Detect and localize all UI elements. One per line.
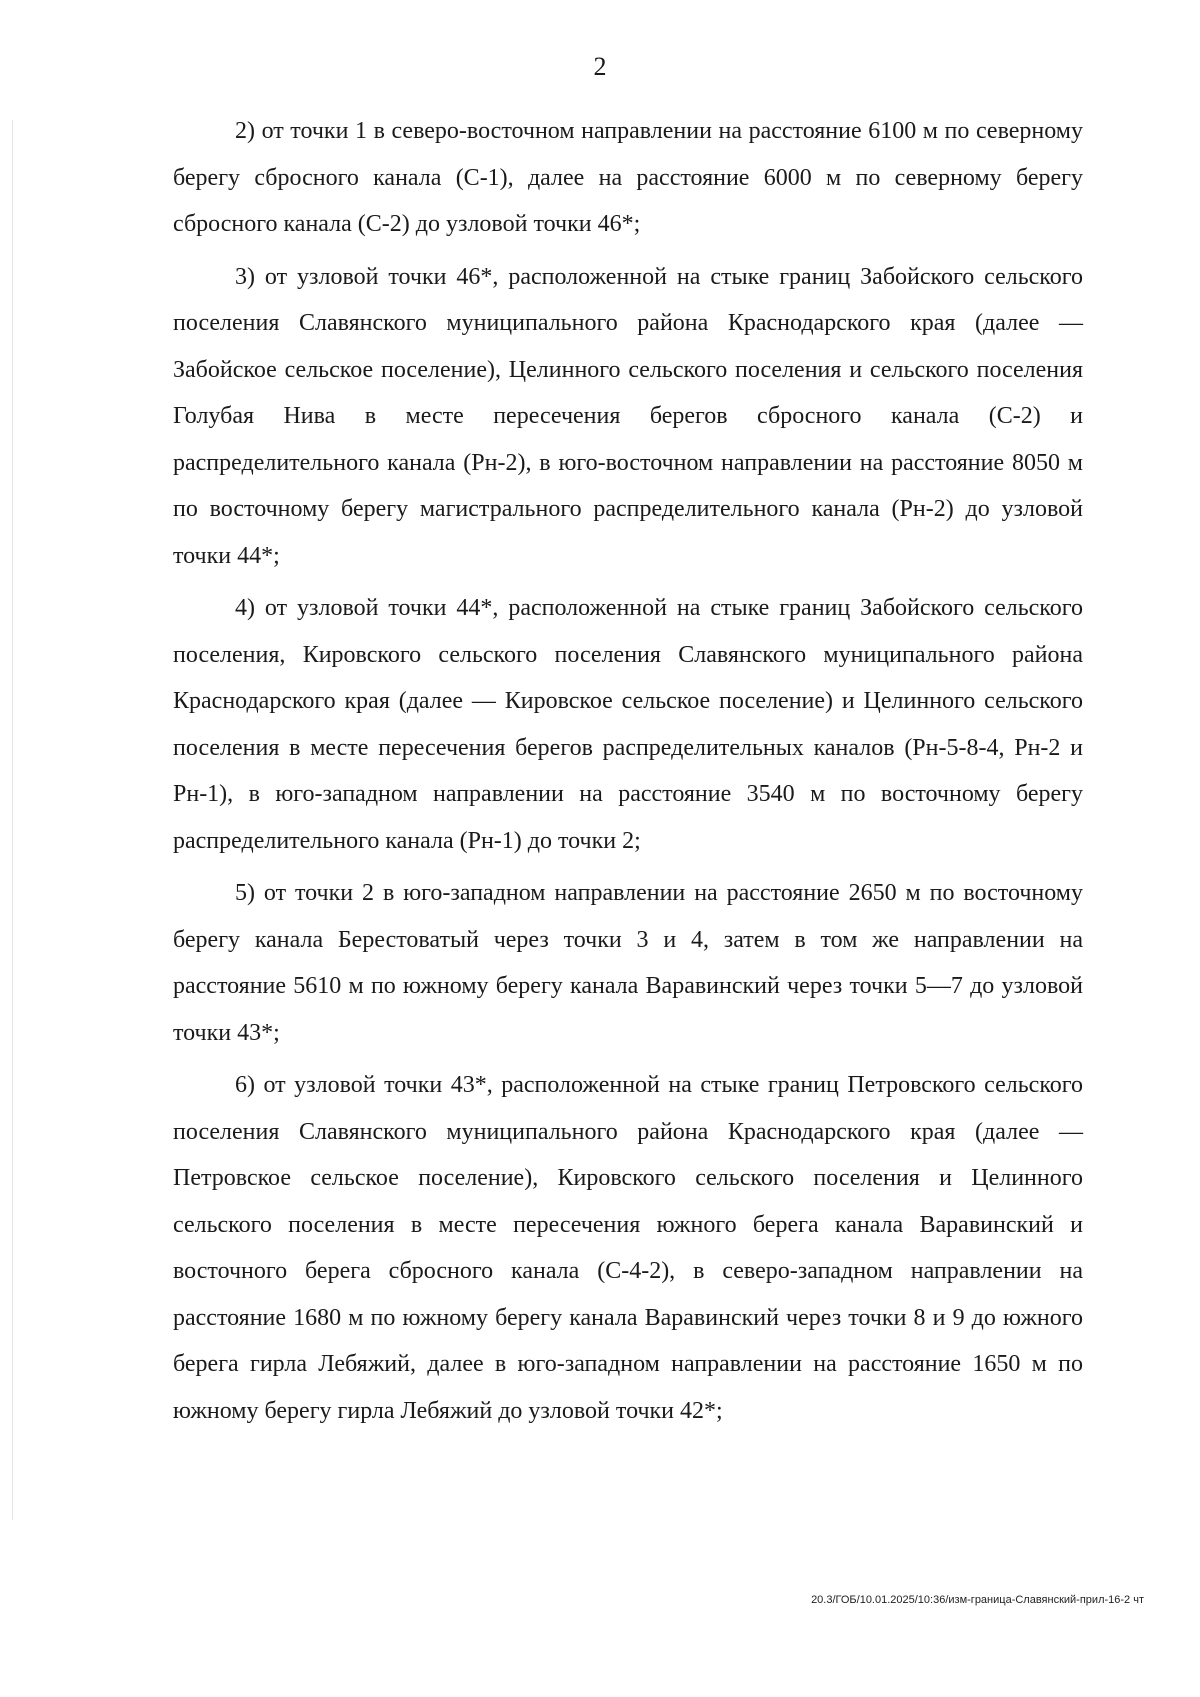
paragraph-item-2: 2) от точки 1 в северо-восточном направлении на расстояние 6100 м по северному берегу сбросного канала (С-1), далее на расстояние 6000 м по северному берегу сбросного канала (С-2) до узловой точки 46*; — [173, 118, 1083, 237]
paragraph-item-5: 5) от точки 2 в юго-западном направлении на расстояние 2650 м по восточному берегу канала Берестоватый через точки 3 и 4, затем в том же направлении на расстояние 5610 м по южному берегу канала Варавинский через точки 5—7 до узловой точки 43*; — [173, 880, 1083, 1046]
document-body — [173, 108, 1083, 1440]
paragraph-item-6: 6) от узловой точки 43*, расположенной на стыке границ Петровского сельского поселения Славянского муниципального района Краснодарского края (далее — Петровское сельское поселение), Кировского сельского поселения и Целинного сельского поселения в месте пересечения южного берега канала Варавинский и восточного берега сбросного канала (С-4-2), в северо-западном направлении на расстояние 1680 м по южному берегу канала Варавинский через точки 8 и 9 до южного берега гирла Лебяжий, далее в юго-западном направлении на расстояние 1650 м по южному берегу гирла Лебяжий до узловой точки 42*; — [173, 1072, 1083, 1424]
document-footer-id: 20.3/ГОБ/10.01.2025/10:36/изм-граница-Славянский-прил-16-2 чт — [811, 1594, 1144, 1606]
scan-edge-line — [12, 120, 13, 1520]
paragraph-item-3: 3) от узловой точки 46*, расположенной на стыке границ Забойского сельского поселения Славянского муниципального района Краснодарского края (далее — Забойское сельское поселение), Целинного сельского поселения и сельского поселения Голубая Нива в месте пересечения берегов сбросного канала (С-2) и распределительного канала (Рн-2), в юго-восточном направлении на расстояние 8050 м по восточному берегу магистрального распределительного канала (Рн-2) до узловой точки 44*; — [173, 263, 1083, 569]
page-number: 2 — [593, 52, 607, 81]
paragraph-item-4: 4) от узловой точки 44*, расположенной на стыке границ Забойского сельского поселения, Кировского сельского поселения Славянского муниципального района Краснодарского края (далее — Кировское сельское поселение) и Целинного сельского поселения в месте пересечения берегов распределительных каналов (Рн-5-8-4, Рн-2 и Рн-1), в юго-западном направлении на расстояние 3540 м по восточному берегу распределительного канала (Рн-1) до точки 2; — [173, 595, 1083, 854]
